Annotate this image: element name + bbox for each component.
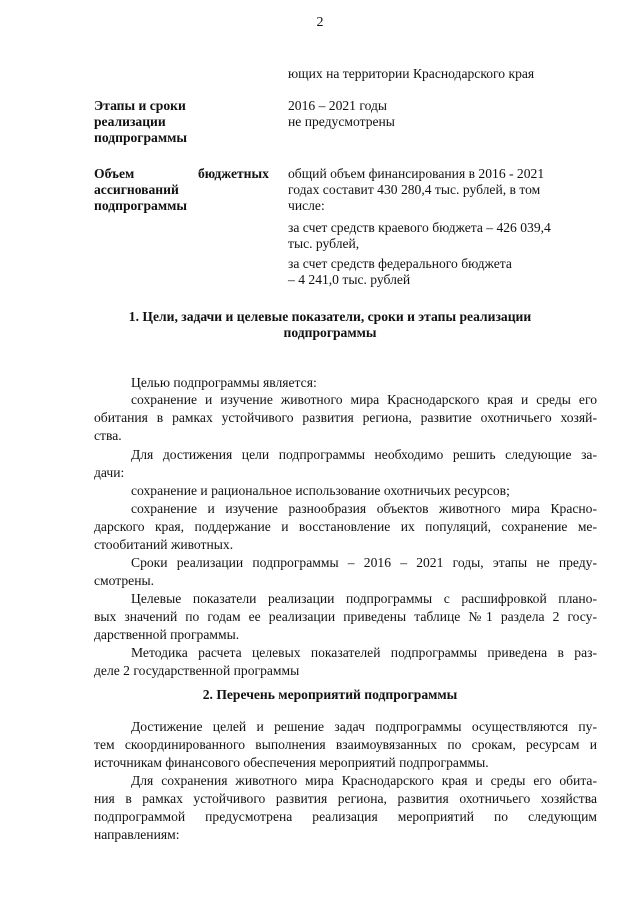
page-number: 2 [316, 15, 324, 30]
paragraph-line: Целью подпрограммы является: [131, 375, 317, 390]
stages-value-line: не предусмотрены [288, 114, 395, 129]
budget-value-line: за счет средств краевого бюджета – 426 039,4 [288, 220, 551, 235]
paragraph-line: Методика расчета целевых показателей подпрограммы приведена в раз- [131, 645, 597, 660]
paragraph-line: ства. [94, 428, 122, 443]
paragraph-line: подпрограммой предусмотрена реализация мероприятий по следующим [94, 809, 597, 824]
paragraph-line: направлениям: [94, 827, 180, 842]
paragraph-line: Целевые показатели реализации подпрограммы с расшифровкой плано- [131, 591, 597, 606]
paragraph-line: деле 2 государственной программы [94, 663, 300, 678]
paragraph-line: дарственной программы. [94, 627, 240, 642]
paragraph-line: Достижение целей и решение задач подпрограммы осуществляются пу- [131, 719, 597, 734]
passport-continued-text: ющих на территории Краснодарского края [288, 66, 535, 81]
budget-label-line: подпрограммы [94, 198, 187, 213]
section1-title: 1. Цели, задачи и целевые показатели, сроки и этапы реализации [128, 309, 532, 324]
paragraph-line: стообитаний животных. [94, 537, 234, 552]
budget-value-line: за счет средств федерального бюджета [288, 256, 512, 271]
paragraph-line: смотрены. [94, 573, 154, 588]
budget-value-line: тыс. рублей, [288, 236, 360, 251]
budget-label-line: бюджетных [198, 166, 269, 181]
budget-value-line: – 4 241,0 тыс. рублей [288, 272, 411, 287]
budget-value-line: числе: [288, 198, 325, 213]
paragraph-line: сохранение и изучение разнообразия объектов животного мира Красно- [131, 501, 597, 516]
paragraph-line: дарского края, поддержание и восстановление их популяций, сохранение ме- [94, 519, 597, 534]
budget-value-line: годах составит 430 280,4 тыс. рублей, в том [288, 182, 541, 197]
budget-label-line: Объем [94, 166, 135, 181]
budget-label-line: ассигнований [94, 182, 179, 197]
paragraph-line: Сроки реализации подпрограммы – 2016 – 2021 годы, этапы не преду- [131, 555, 597, 570]
paragraph-line: Для сохранения животного мира Краснодарского края и среды его обита- [131, 773, 597, 788]
section1-title: подпрограммы [283, 325, 377, 340]
section2-title: 2. Перечень мероприятий подпрограммы [202, 687, 458, 702]
stages-value-line: 2016 – 2021 годы [288, 98, 388, 113]
stages-label-line: подпрограммы [94, 130, 187, 145]
paragraph-line: вых значений по годам ее реализации приведены таблице №1 раздела 2 госу- [94, 609, 597, 624]
paragraph-line: сохранение и рациональное использование охотничьих ресурсов; [131, 483, 510, 498]
paragraph-line: обитания в рамках устойчивого развития региона, развитие охотничьего хозяй- [94, 410, 597, 425]
paragraph-line: тем скоординированного выполнения взаимоувязанных по срокам, ресурсам и [94, 737, 597, 752]
paragraph-line: Для достижения цели подпрограммы необходимо решить следующие за- [131, 447, 597, 462]
paragraph-line: дачи: [94, 465, 125, 480]
stages-label-line: реализации [94, 114, 166, 129]
stages-label-line: Этапы и сроки [94, 98, 186, 113]
paragraph-line: источникам финансового обеспечения мероприятий подпрограммы. [94, 755, 489, 770]
paragraph-line: ния в рамках устойчивого развития региона, развития охотничьего хозяйства [94, 791, 597, 806]
paragraph-line: сохранение и изучение животного мира Краснодарского края и среды его [131, 392, 597, 407]
budget-value-line: общий объем финансирования в 2016 - 2021 [288, 166, 545, 181]
